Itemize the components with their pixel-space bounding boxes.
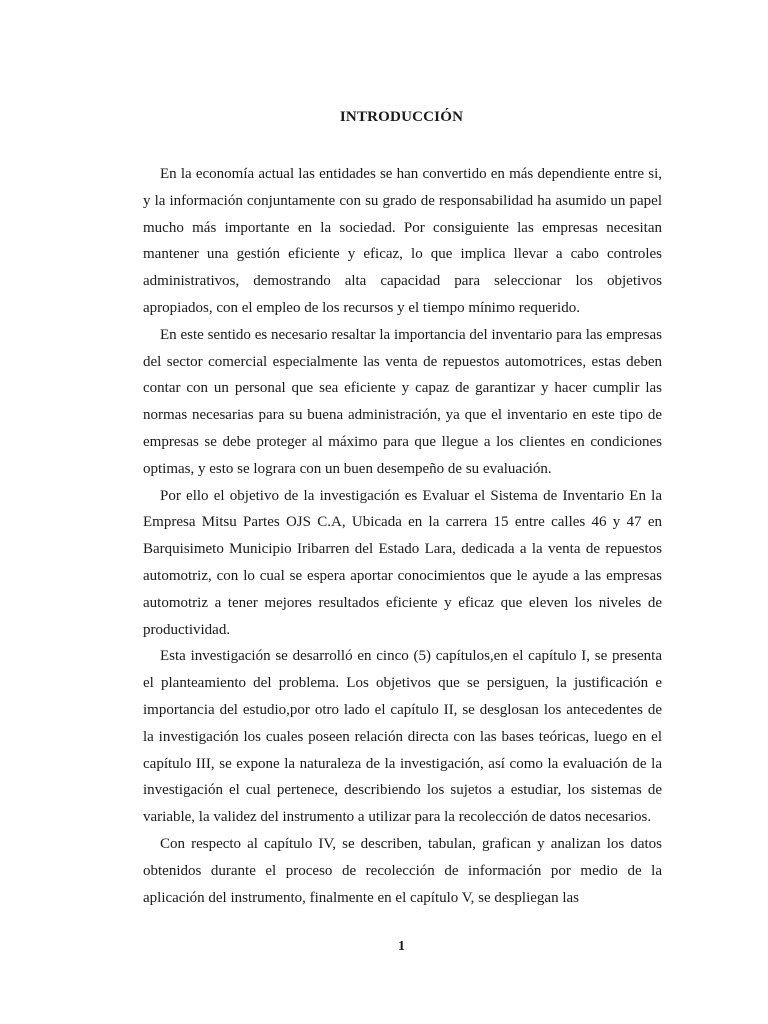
page-title: INTRODUCCIÓN	[339, 109, 464, 125]
paragraph-5: Con respecto al capítulo IV, se describen, tabulan, grafican y analizan los datos obtenidos durante el proceso de recolección de información por medio de la aplicación del instrumento, finalmente en el capítulo V, se despliegan las	[143, 835, 662, 906]
body-text	[143, 161, 662, 911]
paragraph-3: Por ello el objetivo de la investigación es Evaluar el Sistema de Inventario En la Empresa Mitsu Partes OJS C.A, Ubicada en la carrera 15 entre calles 46 y 47 en Barquisimeto Municipio Iribarren del Estado Lara, dedicada a la venta de repuestos automotriz, con lo cual se espera aportar conocimientos que le ayude a las empresas automotriz a tener mejores resultados eficiente y eficaz que eleven los niveles de productividad.	[143, 487, 662, 638]
paragraph-2: En este sentido es necesario resaltar la importancia del inventario para las empresas del sector comercial especialmente las venta de repuestos automotrices, estas deben contar con un personal que sea eficiente y capaz de garantizar y hacer cumplir las normas necesarias para su buena administración, ya que el inventario en este tipo de empresas se debe proteger al máximo para que llegue a los clientes en condiciones optimas, y esto se lograra con un buen desempeño de su evaluación.	[143, 326, 662, 477]
paragraph-1: En la economía actual las entidades se han convertido en más dependiente entre si, y la información conjuntamente con su grado de responsabilidad ha asumido un papel mucho más importante en la sociedad. Por consiguiente las empresas necesitan mantener una gestión eficiente y eficaz, lo que implica llevar a cabo controles administrativos, demostrando alta capacidad para seleccionar los objetivos apropiados, con el empleo de los recursos y el tiempo mínimo requerido.	[143, 166, 662, 316]
page-number: 1	[398, 939, 405, 954]
paragraph-4: Esta investigación se desarrolló en cinco (5) capítulos,en el capítulo I, se presenta el planteamiento del problema. Los objetivos que se persiguen, la justificación e importancia del estudio,por otro lado el capítulo II, se desglosan los antecedentes de la investigación los cuales poseen relación directa con las bases teóricas, luego en el capítulo III, se expone la naturaleza de la investigación, así como la evaluación de la investigación el cual pertenece, describiendo los sujetos a estudiar, los sistemas de variable, la validez del instrumento a utilizar para la recolección de datos necesarios.	[143, 648, 662, 826]
